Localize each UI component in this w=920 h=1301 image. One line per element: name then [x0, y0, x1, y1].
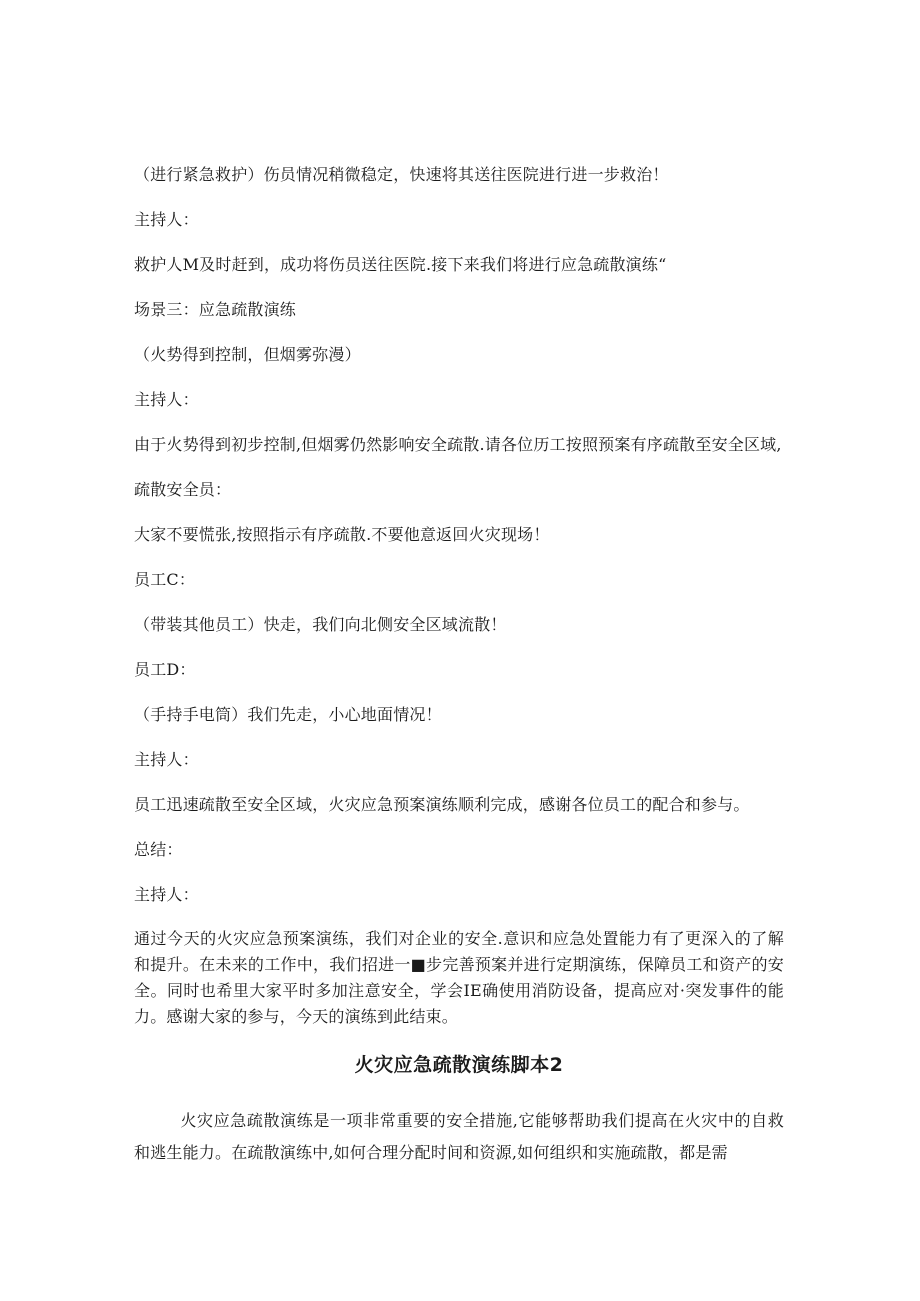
paragraph-rescue: （进行紧急救护）伤员情况稍微稳定，快速将其送往医院进行进一步救治！ [134, 165, 669, 184]
speaker-evacuation-officer: 疏散安全员： [134, 480, 232, 499]
speaker-host: 主持人： [134, 750, 199, 769]
speaker-employee-d: 员工D： [134, 660, 196, 679]
section-title: 火灾应急疏散演练脚本2 [354, 1054, 564, 1076]
stage-direction-fire-controlled: （火势得到控制，但烟雾弥漫） [134, 345, 361, 364]
section-body: 火灾应急疏散演练是一项非常重要的安全措施,它能够帮助我们提高在火灾中的自救和逃生能力。在疏散演练中,如何合理分配时间和资源,如何组织和实施疏散，都是需 [134, 1111, 784, 1162]
scene-three-title: 场景三：应急疏散演练 [134, 300, 297, 319]
speaker-host: 主持人： [134, 390, 199, 409]
speaker-host: 主持人： [134, 885, 199, 904]
speaker-employee-c: 员工C： [134, 570, 196, 589]
summary-label: 总结： [134, 840, 183, 859]
paragraph-flashlight: （手持手电筒）我们先走，小心地面情况！ [134, 705, 442, 724]
paragraph-dont-panic: 大家不要慌张,按照指示有序疏散.不要他意返回火灾现场！ [134, 525, 550, 544]
paragraph-drill-complete: 员工迅速疏散至安全区域，火灾应急预案演练顺利完成，感谢各位员工的配合和参与。 [134, 795, 750, 814]
paragraph-evacuation-instruction: 由于火势得到初步控制,但烟雾仍然影响安全疏散.请各位历工按照预案有序疏散至安全区域, [134, 435, 782, 454]
paragraph-summary: 通过今天的火灾应急预案演练，我们对企业的安全.意识和应急处置能力有了更深入的了解和提升。在未来的工作中，我们招进一■步完善预案并进行定期演练，保障员工和资产的安全。同时也希里大家平时多加注意安全，学会IE确使用消防设备，提高应对·突发事件的能力。感谢大家的参与，今天的演练到此结束。 [134, 929, 784, 1026]
document-page [134, 162, 784, 1169]
speaker-host: 主持人： [134, 210, 199, 229]
paragraph-rescuer-arrives: 救护人M及时赶到，成功将伤员送往医院.接下来我们将进行应急疏散演练“ [134, 255, 667, 274]
paragraph-lead-employees: （带装其他员工）快走，我们向北侧安全区域流散！ [134, 615, 507, 634]
